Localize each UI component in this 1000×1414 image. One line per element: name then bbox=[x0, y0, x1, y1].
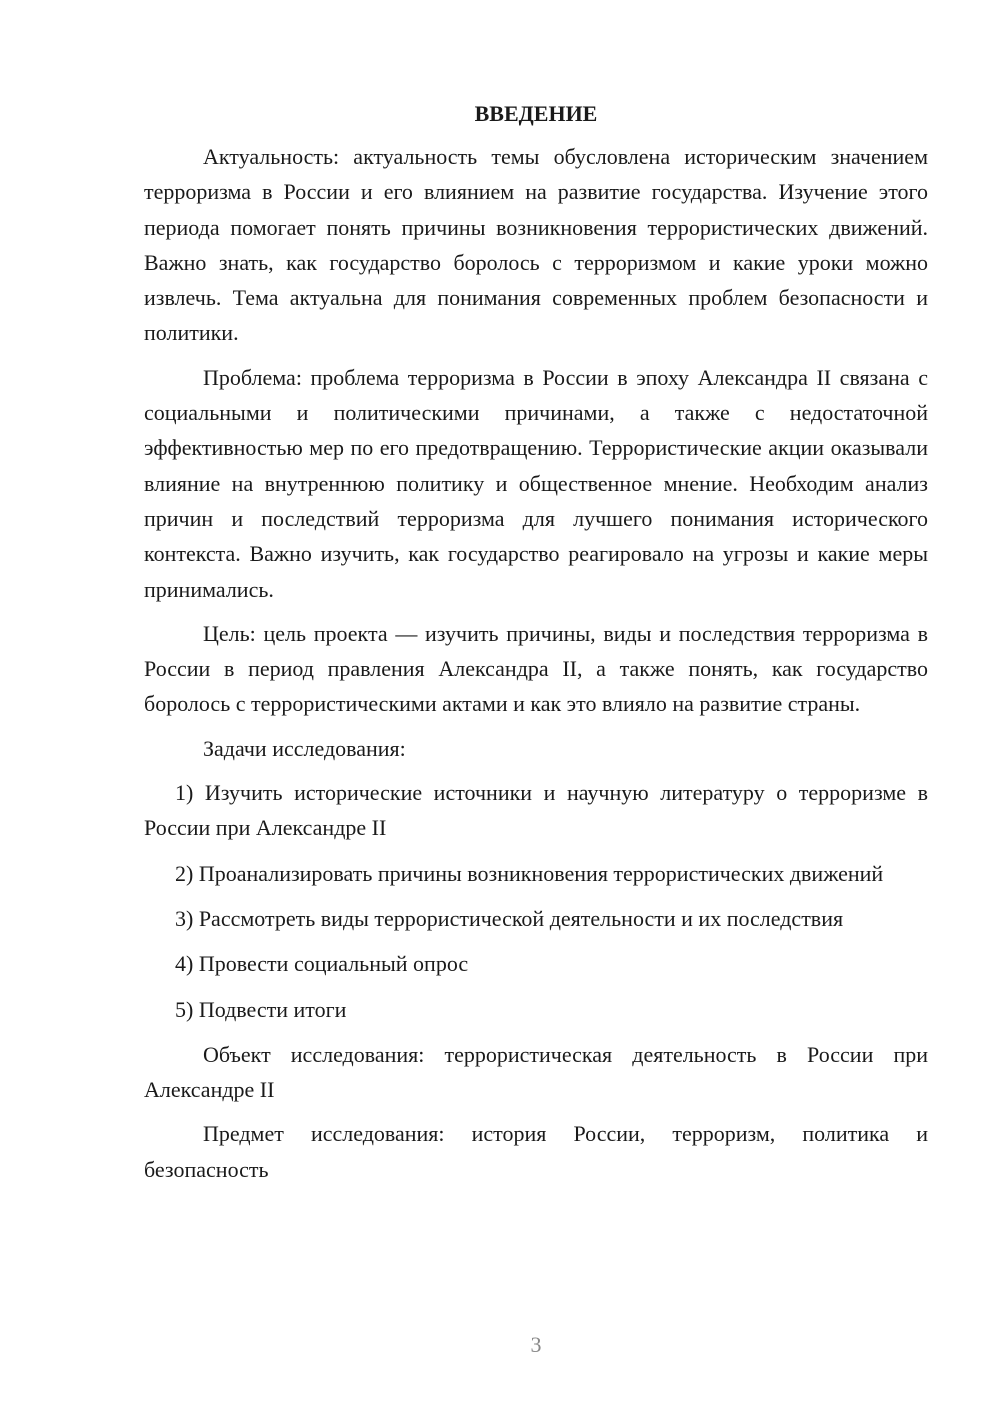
task-item-1: 1) Изучить исторические источники и научную литературу о терроризме в России при Александре II bbox=[144, 780, 928, 841]
section-heading: ВВЕДЕНИЕ bbox=[474, 101, 598, 126]
task-item-4: 4) Провести социальный опрос bbox=[175, 951, 469, 977]
object-paragraph: Объект исследования: террористическая деятельность в России при Александре II bbox=[144, 1041, 928, 1103]
goal-paragraph: Цель: цель проекта — изучить причины, виды и последствия терроризма в России в период правления Александра II, а также понять, как государство боролось с террористическими актами и как это влияло на развитие страны. bbox=[144, 620, 928, 717]
problem-paragraph: Проблема: проблема терроризма в России в эпоху Александра II связана с социальными и политическими причинами, а также с недостаточной эффективностью мер по его предотвращению. Террористические акции оказывали влияние на внутреннюю политику и общественное мнение. Необходим анализ причин и последствий терроризма для лучшего понимания исторического контекста. Важно изучить, как государство реагировало на угрозы и какие меры принимались. bbox=[144, 364, 928, 602]
tasks-title: Задачи исследования: bbox=[203, 735, 406, 761]
task-item-5: 5) Подвести итоги bbox=[175, 996, 347, 1022]
document-page bbox=[144, 96, 928, 1196]
subject-paragraph: Предмет исследования: история России, терроризм, политика и безопасность bbox=[144, 1121, 928, 1182]
relevance-paragraph: Актуальность: актуальность темы обусловлена историческим значением терроризма в России и его влиянием на развитие государства. Изучение этого периода помогает понять причины возникновения террористических движений. Важно знать, как государство боролось с терроризмом и какие уроки можно извлечь. Тема актуальна для понимания современных проблем безопасности и политики. bbox=[144, 144, 928, 346]
page-number: 3 bbox=[530, 1332, 542, 1357]
task-item-2: 2) Проанализировать причины возникновения террористических движений bbox=[175, 860, 884, 886]
task-item-3: 3) Рассмотреть виды террористической деятельности и их последствия bbox=[175, 905, 844, 931]
